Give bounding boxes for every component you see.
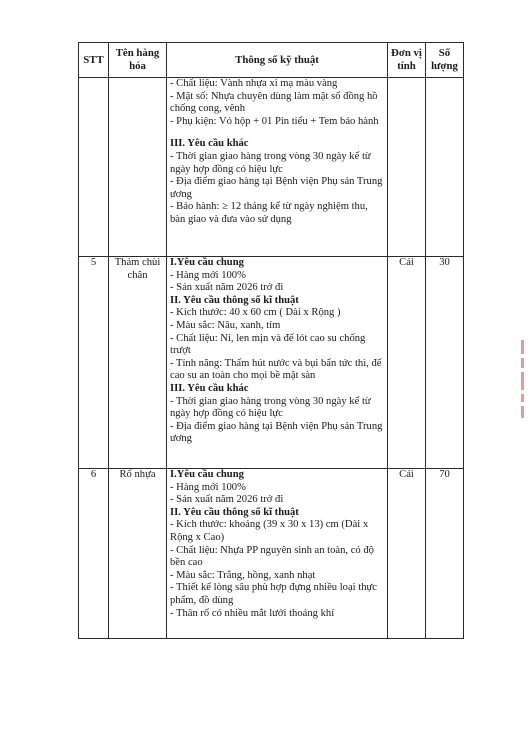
cell-name: Rổ nhựa: [109, 469, 167, 639]
spec-line: - Địa điểm giao hàng tại Bệnh viện Phụ sản Trung ương: [170, 176, 383, 200]
spec-heading: III. Yêu cầu khác: [170, 138, 249, 150]
header-qty: Số lượng: [426, 43, 464, 78]
spec-line: - Địa điểm giao hàng tại Bệnh viện Phụ sản Trung ương: [170, 420, 383, 445]
spec-line: - Thời gian giao hàng trong vòng 30 ngày kể từ ngày hợp đồng có hiệu lực: [170, 395, 371, 420]
cell-stt: 5: [79, 257, 109, 469]
header-unit: Đơn vị tính: [388, 43, 426, 78]
spec-line: - Màu sắc: Trắng, hồng, xanh nhạt: [170, 569, 316, 581]
table-header-row: [79, 43, 464, 78]
cell-qty: [426, 78, 464, 257]
spec-line: - Thời gian giao hàng trong vòng 30 ngày kể từ ngày hợp đồng có hiệu lực: [170, 150, 371, 175]
specification-table: [78, 42, 464, 639]
table-row: [79, 78, 464, 257]
spec-line: - Chất liệu: Nhựa PP nguyên sinh an toàn, có độ bền cao: [170, 544, 374, 569]
cell-unit: Cái: [388, 469, 426, 639]
spec-line: - Thân rổ có nhiều mắt lưới thoáng khí: [170, 607, 335, 619]
cell-spec: [167, 469, 388, 639]
spec-heading: III. Yêu cầu khác: [170, 382, 249, 394]
spec-heading: I.Yêu cầu chung: [170, 469, 244, 480]
cell-qty: 70: [426, 469, 464, 639]
spec-line: - Sản xuất năm 2026 trở đi: [170, 494, 284, 506]
spec-line: - Kích thước: 40 x 60 cm ( Dài x Rộng ): [170, 307, 341, 319]
header-stt: STT: [79, 43, 109, 78]
cell-qty: 30: [426, 257, 464, 469]
spec-heading: II. Yêu cầu thông số kĩ thuật: [170, 294, 299, 306]
cell-unit: Cái: [388, 257, 426, 469]
table-row: [79, 257, 464, 469]
spec-line: - Bảo hành: ≥ 12 tháng kể từ ngày nghiệm thu, bàn giao và đưa vào sử dụng: [170, 201, 368, 225]
spec-line: - Phụ kiện: Vỏ hộp + 01 Pin tiểu + Tem bảo hành: [170, 115, 379, 127]
cell-name: Thảm chùi chân: [109, 257, 167, 469]
spec-heading: II. Yêu cầu thông số kĩ thuật: [170, 506, 299, 518]
spec-line: - Chất liệu: Vành nhựa xi mạ màu vàng: [170, 78, 338, 89]
spec-line: - Mặt số: Nhựa chuyên dùng làm mặt số đồng hồ chống cong, vênh: [170, 90, 378, 115]
spec-line: - Kích thước: khoảng (39 x 30 x 13) cm (Dài x Rộng x Cao): [170, 519, 369, 543]
spec-line: - Tính năng: Thấm hút nước và bụi bẩn tức thì, đế cao su an toàn cho mọi bề mặt sàn: [170, 357, 382, 382]
cell-name: [109, 78, 167, 257]
spec-line: - Sản xuất năm 2026 trở đi: [170, 282, 284, 294]
header-spec: Thông số kỹ thuật: [167, 43, 388, 78]
cell-unit: [388, 78, 426, 257]
spec-line: - Màu sắc: Nâu, xanh, tím: [170, 319, 281, 331]
spec-line: - Hàng mới 100%: [170, 269, 246, 281]
cell-stt: 6: [79, 469, 109, 639]
spec-line: - Thiết kế lòng sâu phù hợp đựng nhiều loại thực phẩm, đồ dùng: [170, 582, 377, 606]
table-row: [79, 469, 464, 639]
header-name: Tên hàng hóa: [109, 43, 167, 78]
spec-line: - Hàng mới 100%: [170, 481, 246, 493]
cell-spec: [167, 257, 388, 469]
spec-line: - Chất liệu: Ni, len mịn và đế lót cao su chống trượt: [170, 332, 366, 357]
cell-spec: [167, 78, 388, 257]
cell-stt: [79, 78, 109, 257]
spec-heading: I.Yêu cầu chung: [170, 257, 244, 268]
stamp-fragment: [518, 340, 528, 418]
